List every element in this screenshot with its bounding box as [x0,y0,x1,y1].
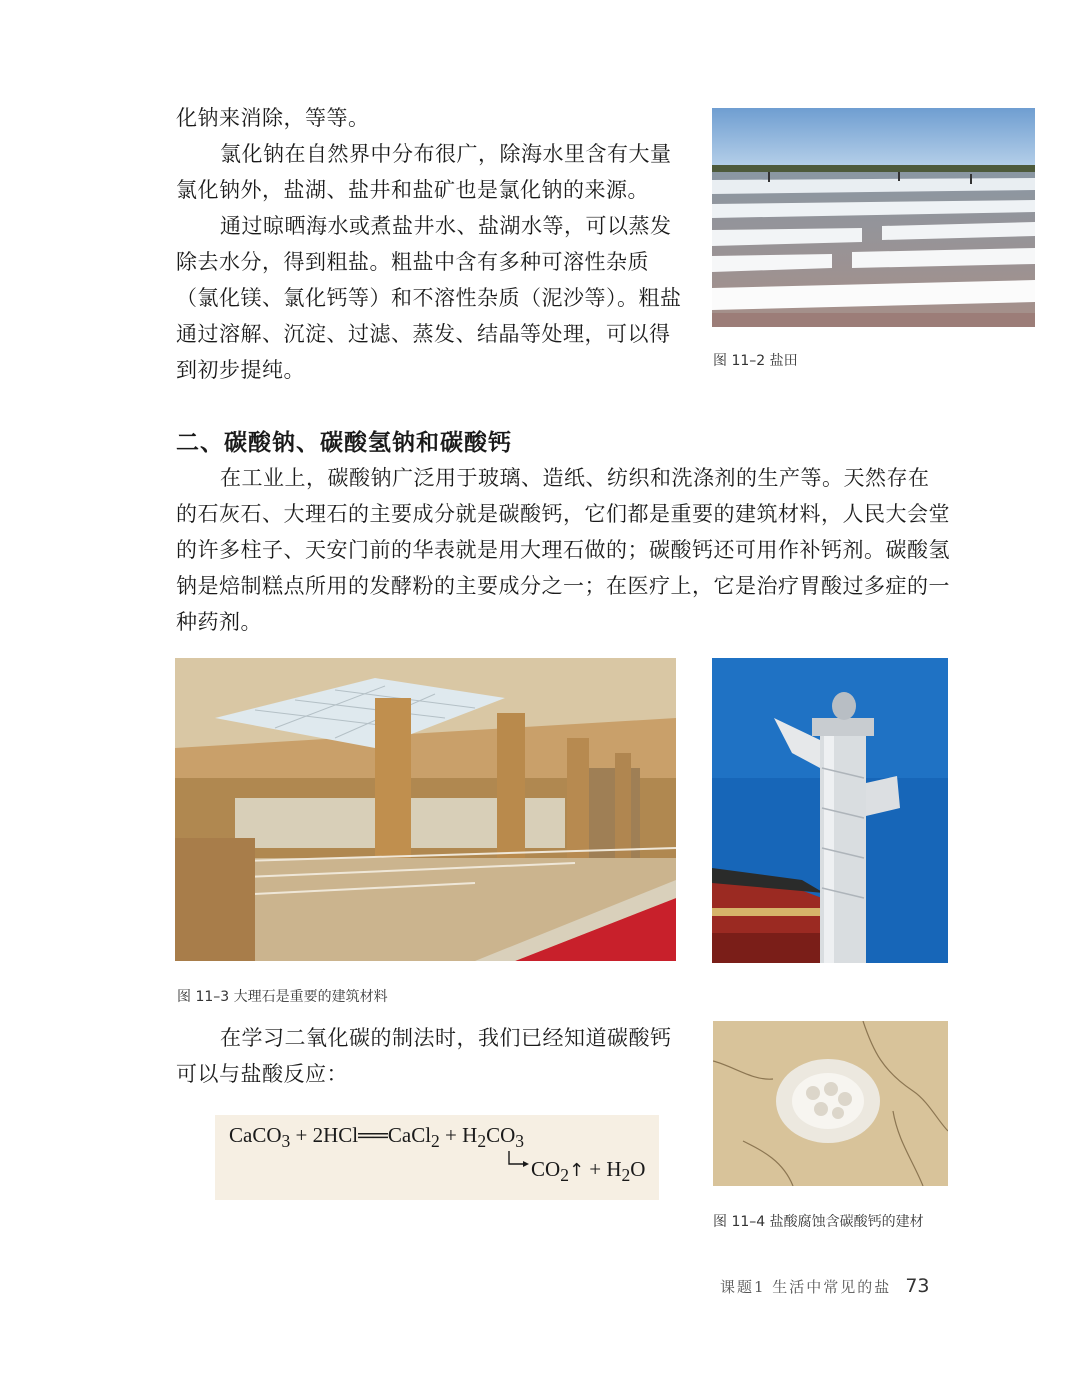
co2-formula: CO [531,1157,561,1181]
chapter-topic: 课题1 生活中常见的盐 [720,1278,892,1296]
section-paragraph: 在工业上，碳酸钠广泛用于玻璃、造纸、纺织和洗涤剂的生产等。天然存在的石灰石、大理石的主要成分就是碳酸钙，它们都是重要的建筑材料，人民大会堂的许多柱子、天安门前的华表就是用大理石做的；碳酸钙还可用作补钙剂。碳酸氢钠是焙制糕点所用的发酵粉的主要成分之一；在医疗上，它是治疗胃酸过多症的一种药剂。 [176,466,950,634]
intro-paragraph-1: 氯化钠在自然界中分布很广，除海水里含有大量氯化钠外，盐湖、盐井和盐矿也是氯化钠的来源。 [176,142,672,202]
h2co3-co: CO [486,1123,516,1147]
caco3-formula: CaCO [229,1123,282,1147]
cacl2-subscript: 2 [431,1131,440,1152]
intro-paragraph-2: 通过晾晒海水或煮盐井水、盐湖水等，可以蒸发除去水分，得到粗盐。粗盐中含有多种可溶性杂质（氯化镁、氯化钙等）和不溶性杂质（泥沙等）。粗盐通过溶解、沉淀、过滤、蒸发、结晶等处理，可以得到初步提纯。 [176,214,682,382]
chemical-equation [215,1115,659,1200]
equation-line-2 [531,1157,645,1186]
gas-arrow-icon: ↑ [568,1160,585,1181]
page-footer [720,1275,930,1297]
great-hall-photo [175,658,676,961]
intro-carry-line: 化钠来消除，等等。 [176,106,370,130]
page-number: 73 [905,1275,930,1297]
h2o-subscript: 2 [621,1165,631,1186]
equals-sign: ══ [358,1123,388,1147]
section-heading: 二、碳酸钠、碳酸氢钠和碳酸钙 [176,430,512,456]
h2co3-h-subscript: 2 [477,1131,487,1152]
h2o-h: + H [584,1157,622,1181]
intro-text [176,100,684,388]
salt-field-photo [712,108,1035,327]
figure-11-4-caption: 图 11–4 盐酸腐蚀含碳酸钙的建材 [713,1214,924,1230]
hcl-term: + 2HCl [290,1123,359,1147]
huabiao-photo [712,658,948,963]
equation-line-1 [229,1123,524,1152]
corroded-material-photo [713,1021,948,1186]
cacl2-formula: CaCl [387,1123,432,1147]
figure-11-3-caption: 图 11–3 大理石是重要的建筑材料 [177,989,388,1005]
section-paragraph-block [176,460,950,640]
co2-subscript: 2 [560,1165,569,1186]
figure-11-2-caption: 图 11–2 盐田 [713,353,798,369]
reaction-intro: 在学习二氧化碳的制法时，我们已经知道碳酸钙可以与盐酸反应： [176,1026,672,1086]
h2co3-h: + H [439,1123,478,1147]
h2co3-subscript: 3 [515,1131,524,1152]
reaction-intro-block [176,1020,684,1092]
h2o-o: O [630,1157,646,1181]
decomposition-arrow-icon [507,1151,529,1171]
caco3-subscript: 3 [281,1131,291,1152]
